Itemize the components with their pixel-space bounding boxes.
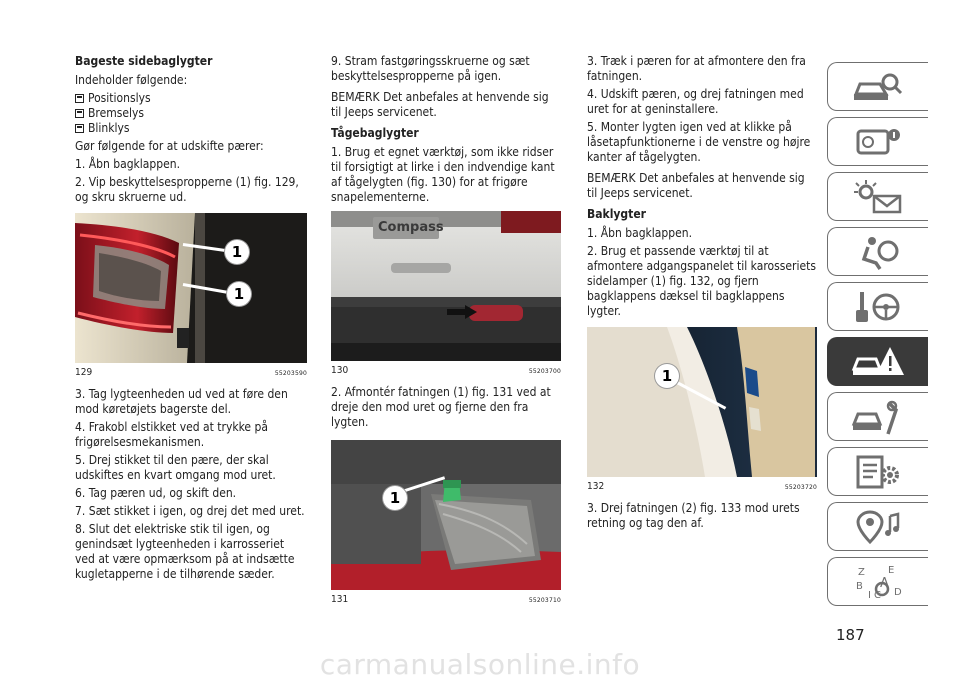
bullet-item: Bremselys (75, 106, 307, 121)
car-service-tools-icon (850, 398, 906, 436)
figure-caption (331, 592, 561, 608)
note-text: BEMÆRK Det anbefales at henvende sig til Jeeps servicenet. (587, 171, 805, 200)
note-text: BEMÆRK Det anbefales at henvende sig til Jeeps servicenet. (331, 90, 549, 119)
chapter-tab-getting-to-know[interactable] (827, 62, 928, 111)
column-right (587, 54, 817, 534)
dashboard-info-icon (850, 123, 906, 161)
figure-code: 55203720 (784, 484, 817, 491)
photo-tailgate-panel (587, 327, 817, 477)
step-text: 5. Drej stikket til den pære, der skal udskiftes en kvart omgang mod uret. (75, 453, 276, 482)
figure-129 (75, 213, 307, 381)
step-text: 1. Åbn bagklappen. (587, 226, 693, 240)
photo-rear-bumper (331, 211, 561, 361)
figure-131 (331, 440, 561, 608)
bullet-square-icon (75, 94, 84, 103)
figure-132 (587, 327, 817, 495)
section-heading-fog-lights: Tågebaglygter (331, 126, 419, 140)
chapter-tab-dashboard[interactable] (827, 117, 928, 166)
chapter-tab-lights[interactable] (827, 172, 928, 221)
alphabetical-index-icon (850, 563, 906, 601)
rear-lamp-illustration (75, 213, 303, 363)
watermark: carmanualsonline.info (319, 648, 641, 681)
index-letter: C (874, 589, 881, 601)
index-letter: A (880, 575, 889, 591)
page-number: 187 (836, 626, 865, 644)
multimedia-navigation-icon (850, 508, 906, 546)
figure-caption (75, 365, 307, 381)
figure-code: 55203700 (528, 368, 561, 375)
bullet-square-icon (75, 109, 84, 118)
car-search-icon (850, 68, 906, 106)
step-text: 9. Stram fastgøringsskruerne og sæt beskyttelsespropperne på igen. (331, 54, 530, 83)
emergency-warning-icon (850, 343, 906, 381)
chapter-tab-multimedia[interactable] (827, 502, 928, 551)
figure-code: 55203710 (528, 597, 561, 604)
chapter-tab-index[interactable] (827, 557, 928, 606)
step-text: 1. Brug et egnet værktøj, som ikke ridser til forsigtigt at lirke i den indvendige kant af tågelygten (fig. 130) for at frigøre snapelementerne. (331, 145, 555, 204)
bullet-item: Blinklys (75, 121, 307, 136)
index-letter: I (868, 589, 871, 601)
column-left (75, 54, 307, 585)
chapter-tab-sidebar (827, 62, 928, 612)
index-letter: E (888, 564, 895, 576)
callout-number: 1 (655, 364, 679, 388)
chapter-tab-starting-driving[interactable] (827, 282, 928, 331)
step-text: 7. Sæt stikket i igen, og drej det med uret. (75, 504, 305, 518)
lights-message-icon (850, 178, 906, 216)
figure-number: 131 (331, 594, 349, 605)
specifications-gear-icon (850, 453, 906, 491)
step-text: 1. Åbn bagklappen. (75, 157, 181, 171)
step-text: 2. Vip beskyttelsespropperne (1) fig. 129, og skru skruerne ud. (75, 175, 299, 204)
callout-number: 1 (225, 240, 249, 264)
callout-number: 1 (383, 486, 407, 510)
section-heading-reverse-lights: Baklygter (587, 207, 646, 221)
fog-lamp-socket-illustration (331, 440, 561, 590)
tailgate-panel-illustration (587, 327, 815, 477)
key-steering-wheel-icon (850, 288, 906, 326)
figure-number: 129 (75, 367, 93, 378)
step-text: 6. Tag pæren ud, og skift den. (75, 486, 237, 500)
step-text: 5. Monter lygten igen ved at klikke på låsetapfunktionerne i de venstre og højre kanter af tågelygten. (587, 120, 811, 164)
figure-code: 55203590 (274, 370, 307, 377)
step-text: 4. Udskift pæren, og drej fatningen med uret for at geninstallere. (587, 87, 804, 116)
step-text: 2. Afmontér fatningen (1) fig. 131 ved at dreje den mod uret og fjerne den fra lygten. (331, 385, 551, 429)
figure-caption (331, 363, 561, 379)
chapter-tab-safety[interactable] (827, 227, 928, 276)
chapter-tab-servicing[interactable] (827, 392, 928, 441)
figure-number: 130 (331, 365, 349, 376)
bullet-item: Positionslys (75, 91, 307, 106)
step-text: 4. Frakobl elstikket ved at trykke på frigørelsesmekanismen. (75, 420, 268, 449)
step-text: 3. Tag lygteenheden ud ved at føre den mod køretøjets bagerste del. (75, 387, 288, 416)
bullet-square-icon (75, 124, 84, 133)
rear-bumper-illustration (331, 211, 561, 361)
figure-130 (331, 211, 561, 379)
step-text: 2. Brug et passende værktøj til at afmontere adgangspanelet til karosseriets sidelamper (1) fig. 132, og fjern bagklappens dæksel til bagklappens lygter. (587, 244, 816, 318)
photo-rear-lamp (75, 213, 307, 363)
intro-text: Indeholder følgende: (75, 73, 188, 87)
callout-number: 1 (227, 282, 251, 306)
figure-number: 132 (587, 481, 605, 492)
index-letter: D (894, 586, 902, 598)
section-heading-rear-side-lights: Bageste sidebaglygter (75, 54, 213, 68)
column-middle (331, 54, 561, 614)
chapter-tab-emergency[interactable] (827, 337, 928, 386)
lead-text: Gør følgende for at udskifte pærer: (75, 139, 264, 153)
step-text: 3. Træk i pæren for at afmontere den fra fatningen. (587, 54, 806, 83)
index-letter: Z (858, 566, 865, 578)
chapter-tab-specifications[interactable] (827, 447, 928, 496)
step-text: 8. Slut det elektriske stik til igen, og genindsæt lygteenheden i karrosseriet ved at være opmærksom på at indsætte kugletapperne i de tilhørende sæder. (75, 522, 295, 581)
airbag-safety-icon (850, 233, 906, 271)
compass-badge: Compass (378, 220, 444, 235)
figure-caption (587, 479, 817, 495)
step-text: 3. Drej fatningen (2) fig. 133 mod urets retning og tag den af. (587, 501, 800, 530)
photo-fog-lamp-socket (331, 440, 561, 590)
index-letter: B (856, 580, 863, 592)
